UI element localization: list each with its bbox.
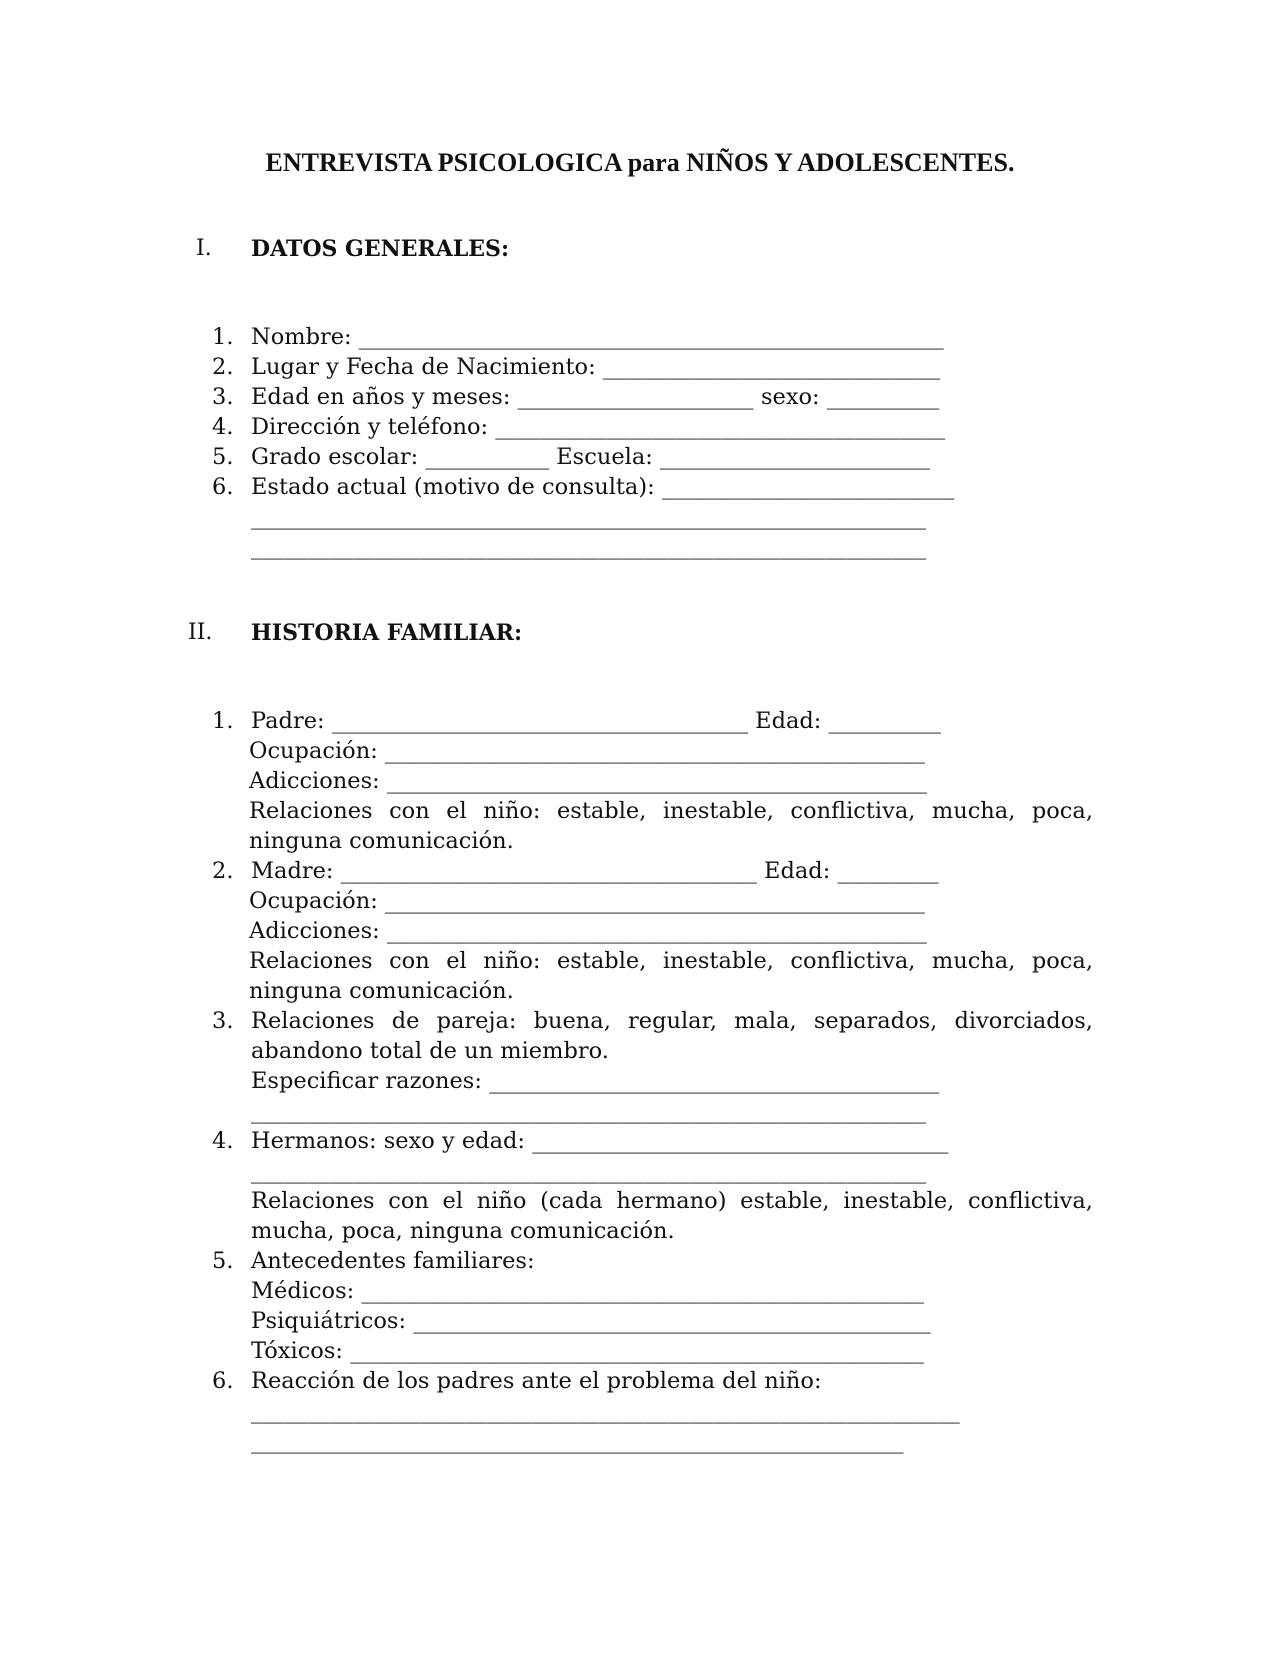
item-number: 1. (212, 708, 234, 734)
blank-line: ____________________________________________________________ (251, 1158, 926, 1184)
word: el (442, 1188, 464, 1214)
field-text: Lugar y Fecha de Nacimiento: ______________________________ (251, 354, 941, 380)
word: Relaciones (251, 1008, 375, 1034)
word: el (446, 948, 467, 974)
field-toxicos: Tóxicos: ___________________________________________________ (251, 1338, 924, 1364)
word: conflictiva, (790, 948, 916, 974)
word: Relaciones (251, 1188, 375, 1214)
word: mucha, (931, 948, 1016, 974)
section-1-number: I. (196, 236, 212, 261)
item-number: 5. (212, 1248, 234, 1274)
blank-line: ____________________________________________________________ (251, 534, 926, 560)
item-number: 3. (212, 1008, 234, 1034)
word: niño: (483, 948, 541, 974)
padre-relaciones-end: ninguna comunicación. (249, 828, 514, 854)
field-text: Estado actual (motivo de consulta): __________________________ (251, 474, 955, 500)
field-text: Reacción de los padres ante el problema del niño: (251, 1368, 822, 1394)
word: poca, (1031, 948, 1093, 974)
hermanos-relaciones-end: mucha, poca, ninguna comunicación. (251, 1218, 675, 1244)
section-2-title: HISTORIA FAMILIAR: (251, 620, 523, 646)
item-number: 5. (212, 444, 234, 470)
word: estable, (740, 1188, 830, 1214)
section-1-title: DATOS GENERALES: (251, 236, 510, 262)
field-text: Madre: _____________________________________ Edad: _________ (251, 858, 939, 884)
section-2-number: II. (188, 620, 213, 645)
word: inestable, (662, 798, 774, 824)
field-text: Grado escolar: ___________ Escuela: ________________________ (251, 444, 930, 470)
pareja-line (251, 1006, 1093, 1036)
item-number: 2. (212, 354, 234, 380)
field-text: Dirección y teléfono: ________________________________________ (251, 414, 946, 440)
item-number: 3. (212, 384, 234, 410)
word: niño (476, 1188, 527, 1214)
field-padre-adicciones: Adicciones: ________________________________________________ (249, 768, 927, 794)
blank-line: __________________________________________________________ (251, 1428, 904, 1454)
field-madre-ocupacion: Ocupación: ________________________________________________ (249, 888, 925, 914)
item-number: 1. (212, 324, 234, 350)
word: Relaciones (249, 798, 373, 824)
word: conflictiva, (967, 1188, 1093, 1214)
madre-relaciones-line (249, 946, 1093, 976)
word: estable, (556, 798, 647, 824)
field-text: Hermanos: sexo y edad: _____________________________________ (251, 1128, 949, 1154)
word: inestable, (843, 1188, 955, 1214)
blank-line: ____________________________________________________________ (251, 504, 926, 530)
field-medicos: Médicos: __________________________________________________ (251, 1278, 924, 1304)
word: divorciados, (954, 1008, 1093, 1034)
word: poca, (1031, 798, 1093, 824)
padre-relaciones-line (249, 796, 1093, 826)
field-text: Nombre: ____________________________________________________ (251, 324, 944, 350)
word: inestable, (662, 948, 774, 974)
hermanos-relaciones-line (251, 1186, 1093, 1216)
word: buena, (533, 1008, 611, 1034)
document-title: ENTREVISTA PSICOLOGICA para NIÑOS Y ADOLESCENTES. (265, 148, 1015, 177)
word: niño: (483, 798, 541, 824)
field-padre-ocupacion: Ocupación: ________________________________________________ (249, 738, 925, 764)
word: con (388, 1188, 429, 1214)
word: con (389, 798, 430, 824)
word: hermano) (616, 1188, 727, 1214)
item-number: 6. (212, 1368, 234, 1394)
word: Relaciones (249, 948, 373, 974)
word: regular, (628, 1008, 718, 1034)
blank-line: ____________________________________________________________ (251, 1098, 926, 1124)
blank-line: _______________________________________________________________ (251, 1398, 960, 1424)
item-number: 4. (212, 414, 234, 440)
word: (cada (540, 1188, 603, 1214)
word: estable, (556, 948, 647, 974)
word: con (389, 948, 430, 974)
word: pareja: (436, 1008, 517, 1034)
pareja-end: abandono total de un miembro. (251, 1038, 609, 1064)
field-text: Padre: _____________________________________ Edad: __________ (251, 708, 942, 734)
madre-relaciones-end: ninguna comunicación. (249, 978, 514, 1004)
word: mala, (734, 1008, 797, 1034)
word: mucha, (931, 798, 1016, 824)
field-especificar-razones: Especificar razones: ________________________________________ (251, 1068, 940, 1094)
word: conflictiva, (790, 798, 916, 824)
item-number: 6. (212, 474, 234, 500)
item-number: 2. (212, 858, 234, 884)
field-text: Edad en años y meses: _____________________ sexo: __________ (251, 384, 940, 410)
item-number: 4. (212, 1128, 234, 1154)
word: de (391, 1008, 420, 1034)
field-madre-adicciones: Adicciones: ________________________________________________ (249, 918, 927, 944)
word: el (446, 798, 467, 824)
word: separados, (813, 1008, 938, 1034)
field-psiquiatricos: Psiquiátricos: ______________________________________________ (251, 1308, 931, 1334)
field-text: Antecedentes familiares: (251, 1248, 535, 1274)
